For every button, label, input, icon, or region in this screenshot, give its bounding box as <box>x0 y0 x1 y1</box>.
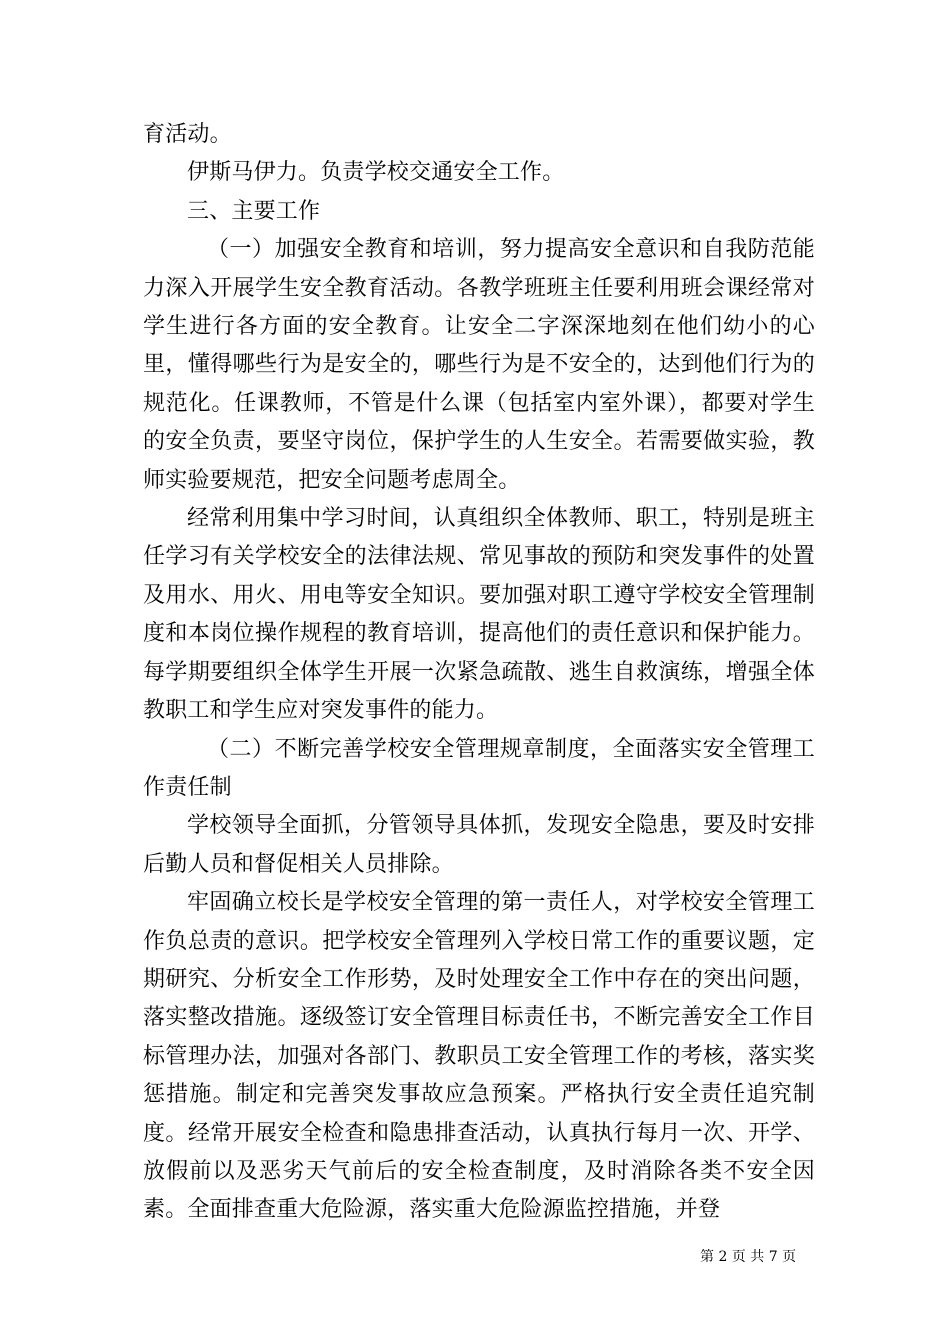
page-number-footer: 第 2 页 共 7 页 <box>700 1249 797 1265</box>
paragraph-principal-responsibility: 牢固确立校长是学校安全管理的第一责任人，对学校安全管理工作负总责的意识。把学校安全管理列入学校日常工作的重要议题，定期研究、分析安全工作形势，及时处理安全工作中存在的突出问题，落实整改措施。逐级签订安全管理目标责任书，不断完善安全工作目标管理办法，加强对各部门、教职员工安全管理工作的考核，落实奖惩措施。制定和完善突发事故应急预案。严格执行安全责任追究制度。经常开展安全检查和隐患排查活动，认真执行每月一次、开学、放假前以及恶劣天气前后的安全检查制度，及时消除各类不安全因素。全面排查重大危险源，落实重大危险源监控措施，并登 <box>143 890 815 1223</box>
paragraph-continuation: 育活动。 <box>143 122 232 147</box>
section-heading-main-work: 三、主要工作 <box>187 198 321 224</box>
paragraph-staff-training: 经常利用集中学习时间，认真组织全体教师、职工，特别是班主任学习有关学校安全的法律法规、常见事故的预防和突发事件的处置及用水、用火、用电等安全知识。要加强对职工遵守学校安全管理制度和本岗位操作规程的教育培训，提高他们的责任意识和保护能力。每学期要组织全体学生开展一次紧急疏散、逃生自救演练，增强全体教职工和学生应对突发事件的能力。 <box>143 506 815 724</box>
document-body <box>143 116 815 1230</box>
subsection-heading-management-system: （二）不断完善学校安全管理规章制度，全面落实安全管理工作责任制 <box>143 736 815 800</box>
paragraph-traffic-safety: 伊斯马伊力。负责学校交通安全工作。 <box>187 160 565 186</box>
paragraph-safety-education: （一）加强安全教育和培训，努力提高安全意识和自我防范能力深入开展学生安全教育活动。各教学班班主任要利用班会课经常对学生进行各方面的安全教育。让安全二字深深地刻在他们幼小的心里，懂得哪些行为是安全的，哪些行为是不安全的，达到他们行为的规范化。任课教师，不管是什么课（包括室内室外课），都要对学生的安全负责，要坚守岗位，保护学生的人生安全。若需要做实验，教师实验要规范，把安全问题考虑周全。 <box>143 237 815 493</box>
paragraph-leadership: 学校领导全面抓，分管领导具体抓，发现安全隐患，要及时安排后勤人员和督促相关人员排除。 <box>143 813 815 877</box>
